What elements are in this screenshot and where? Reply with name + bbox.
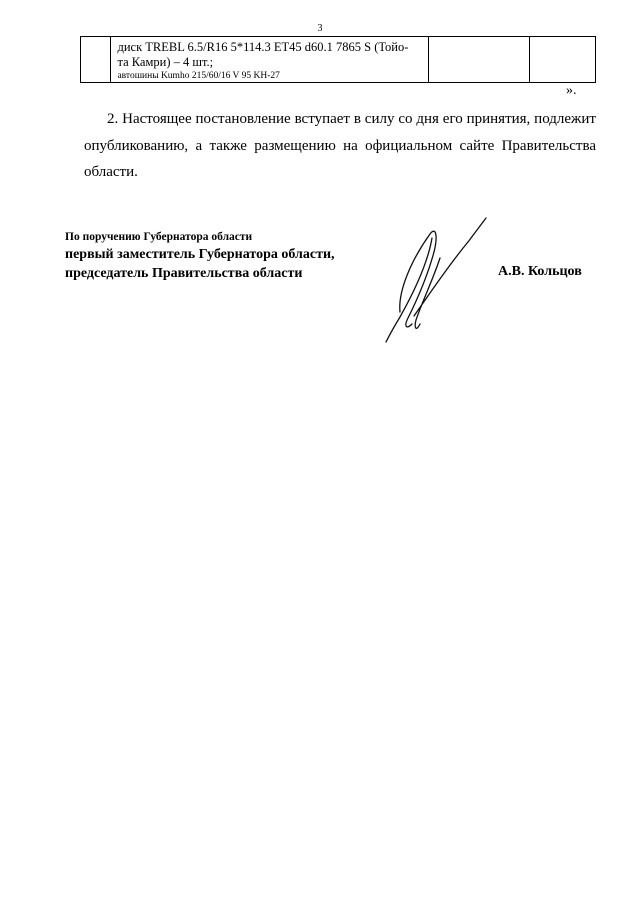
table-cell-description [111, 37, 428, 83]
table-cell-empty-1 [428, 37, 529, 83]
item-description-line2: та Камри) – 4 шт.; [117, 55, 214, 69]
table-row [81, 37, 596, 83]
item-description-line1: диск TREBL 6.5/R16 5*114.3 ET45 d60.1 7865 S (Тойо- [117, 40, 409, 54]
handwritten-signature [370, 212, 510, 347]
table-cell-empty-2 [529, 37, 595, 83]
resolution-paragraph: 2. Настоящее постановление вступает в силу со дня его принятия, подлежит опубликованию, а также размещению на официальном сайте Правительства области. [84, 111, 596, 180]
closing-quote: ». [566, 83, 577, 98]
signature-authority-line: По поручению Губернатора области [65, 231, 253, 243]
signer-name: А.В. Кольцов [498, 264, 582, 279]
item-description-line3: автошины Kumho 215/60/16 V 95 KH-27 [117, 71, 280, 81]
signature-position-line1: первый заместитель Губернатора области, [65, 247, 335, 262]
table-cell-index [81, 37, 111, 83]
page-number: 3 [317, 23, 323, 34]
items-table [80, 36, 596, 83]
signature-position-line2: председатель Правительства области [65, 266, 303, 281]
